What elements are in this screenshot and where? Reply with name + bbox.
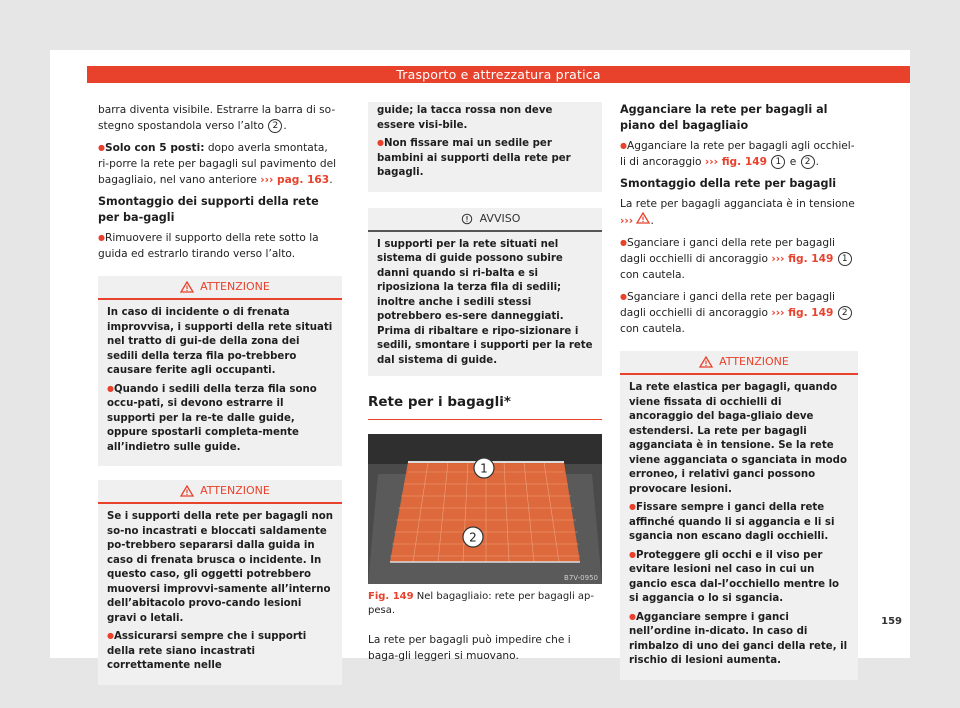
bullet-item: ● Assicurarsi sempre che i supporti della rete siano incastrati correttamente nelle <box>107 629 333 674</box>
figure-reference-link[interactable]: ››› fig. 149 <box>771 307 834 319</box>
section-title: Rete per i bagagli* <box>368 394 602 420</box>
paragraph: La rete per bagagli può impedire che i baga-gli leggeri si muovano. <box>368 634 571 662</box>
bullet-item: ● Fissare sempre i ganci della rete affinché quando li si aggancia e li si sgancia non escano dagli occhielli. <box>629 500 849 545</box>
warning-triangle-icon <box>180 485 194 497</box>
section-heading: Agganciare la rete per bagagli al piano del bagagliaio <box>620 103 828 132</box>
bullet-item: ● Proteggere gli occhi e il viso per evitare lesioni nel caso in cui un gancio esca dal-l’occhiello mentre lo si aggancia o lo si sgancia. <box>629 548 849 607</box>
section-heading: Smontaggio della rete per bagagli <box>620 177 837 190</box>
warning-header: ATTENZIONE <box>98 480 342 504</box>
paragraph: barra diventa visibile. Estrarre la barra di so-stegno spostandola verso l’alto 2 . <box>98 104 336 132</box>
notice-header: AVVISO <box>368 208 602 232</box>
manual-page <box>50 50 910 671</box>
warning-body: guide; la tacca rossa non deve essere visi-bile. ● Non fissare mai un sedile per bambini ai supporti della rete per bagagli. <box>368 102 602 192</box>
figure-code: B7V-0950 <box>564 574 598 582</box>
warning-box <box>98 276 342 466</box>
page-header: Trasporto e attrezzatura pratica <box>87 66 910 83</box>
page-reference-link[interactable]: ››› pag. 163 <box>260 174 330 186</box>
notice-body: I supporti per la rete situati nel sistema di guide possono subire danni quando si ri-balta e si riposiziona la terza fila di sedili; inoltre anche i sedili stessi potrebbero es-sere danneggiati. Prima di ribaltare e ripo-sizionare i sedili, smontare i supporti per la rete dal sistema di guide. <box>377 238 593 366</box>
column-3 <box>620 102 858 688</box>
notice-box <box>368 208 602 377</box>
warning-header: ATTENZIONE <box>98 276 342 300</box>
warning-box <box>620 351 858 680</box>
warning-body: In caso di incidente o di frenata improvvisa, i supporti della rete situati nel tratto di gui-de della zona dei sedili della terza fila po-trebbero causare ferite agli occupanti. ● Quando i sedili della terza fila sono occu-pati, si devono estrarre il supporti per la re-te dalle guide, oppure spostarli completa-mente all’indietro sulle guide. <box>98 300 342 466</box>
callout-1-label: 1 <box>480 461 488 476</box>
luggage-net-figure <box>368 434 602 584</box>
figure-caption: Fig. 149 Nel bagagliaio: rete per bagagli ap-pesa. <box>368 591 594 616</box>
callout-2-label: 2 <box>469 530 477 545</box>
column-1 <box>98 102 342 693</box>
paragraph: La rete per bagagli agganciata è in tensione ››› . <box>620 198 855 227</box>
section-heading: Smontaggio dei supporti della rete per ba-gagli <box>98 195 319 224</box>
warning-body: La rete elastica per bagagli, quando viene fissata di occhielli di ancoraggio del baga-gliaio deve estendersi. La rete per bagagli agganciata è in tensione. Se la rete viene agganciata o sganciata in modo erroneo, i relativi ganci possono provocare lesioni. ● Fissare sempre i ganci della rete affinché quando li si aggancia e li si sgancia non escano dagli occhielli. ● Proteggere gli occhi e il viso per evitare lesioni nel caso in cui un gancio esca dal-l’occhiello mentre lo si aggancia o lo si sgancia. ● Agganciare sempre i ganci nell’ordine in-dicato. In caso di rimbalzo di uno dei ganci della rete, il rischio di lesioni aumenta. <box>620 375 858 680</box>
callout-number: 2 <box>268 119 282 133</box>
warning-box <box>98 480 342 685</box>
bullet-item: ● Sganciare i ganci della rete per bagagli dagli occhielli di ancoraggio ››› fig. 149 1 con cautela. <box>620 235 858 283</box>
figure-reference-link[interactable]: ››› fig. 149 <box>771 253 834 265</box>
info-icon <box>460 213 474 225</box>
warning-body: Se i supporti della rete per bagagli non so-no incastrati e bloccati saldamente po-trebbero separarsi dalla guida in caso di frenata brusca o incidente. In questo caso, gli oggetti potrebbero muoversi improvvi-samente all’interno dell’abitacolo provo-cando lesioni gravi o letali. ● Assicurarsi sempre che i supporti della rete siano incastrati correttamente nelle <box>98 504 342 685</box>
bullet-item: ● Agganciare sempre i ganci nell’ordine in-dicato. In caso di rimbalzo di uno dei ganci della rete, il rischio di lesioni aumenta. <box>629 610 849 669</box>
page-number: 159 <box>881 616 902 627</box>
warning-triangle-icon <box>699 356 713 368</box>
warning-triangle-icon <box>180 281 194 293</box>
bullet-item: ● Non fissare mai un sedile per bambini ai supporti della rete per bagagli. <box>377 136 593 181</box>
bullet-item: ● Rimuovere il supporto della rete sotto la guida ed estrarlo tirando verso l’alto. <box>98 230 342 262</box>
figure-reference-link[interactable]: ››› fig. 149 <box>704 156 767 168</box>
warning-header: ATTENZIONE <box>620 351 858 375</box>
bullet-item: ● Sganciare i ganci della rete per bagagli dagli occhielli di ancoraggio ››› fig. 149 2 con cautela. <box>620 289 858 337</box>
column-2 <box>368 102 602 670</box>
bullet-item: ● Agganciare la rete per bagagli agli occhiel-li di ancoraggio ››› fig. 149 1 e 2 . <box>620 138 858 170</box>
warning-reference-link[interactable]: ››› <box>620 215 634 227</box>
bullet-item: ● Quando i sedili della terza fila sono occu-pati, si devono estrarre il supporti per la re-te dalle guide, oppure spostarli completa-mente all’indietro sulle guide. <box>107 382 333 456</box>
bullet-item: ● Solo con 5 posti: dopo averla smontata, ri-porre la rete per bagagli sul pavimento del bagagliaio, nel vano anteriore ››› pag. 163. <box>98 140 342 188</box>
warning-triangle-icon <box>636 212 650 224</box>
warning-box-continued <box>368 102 602 192</box>
luggage-net-illustration <box>368 434 602 584</box>
